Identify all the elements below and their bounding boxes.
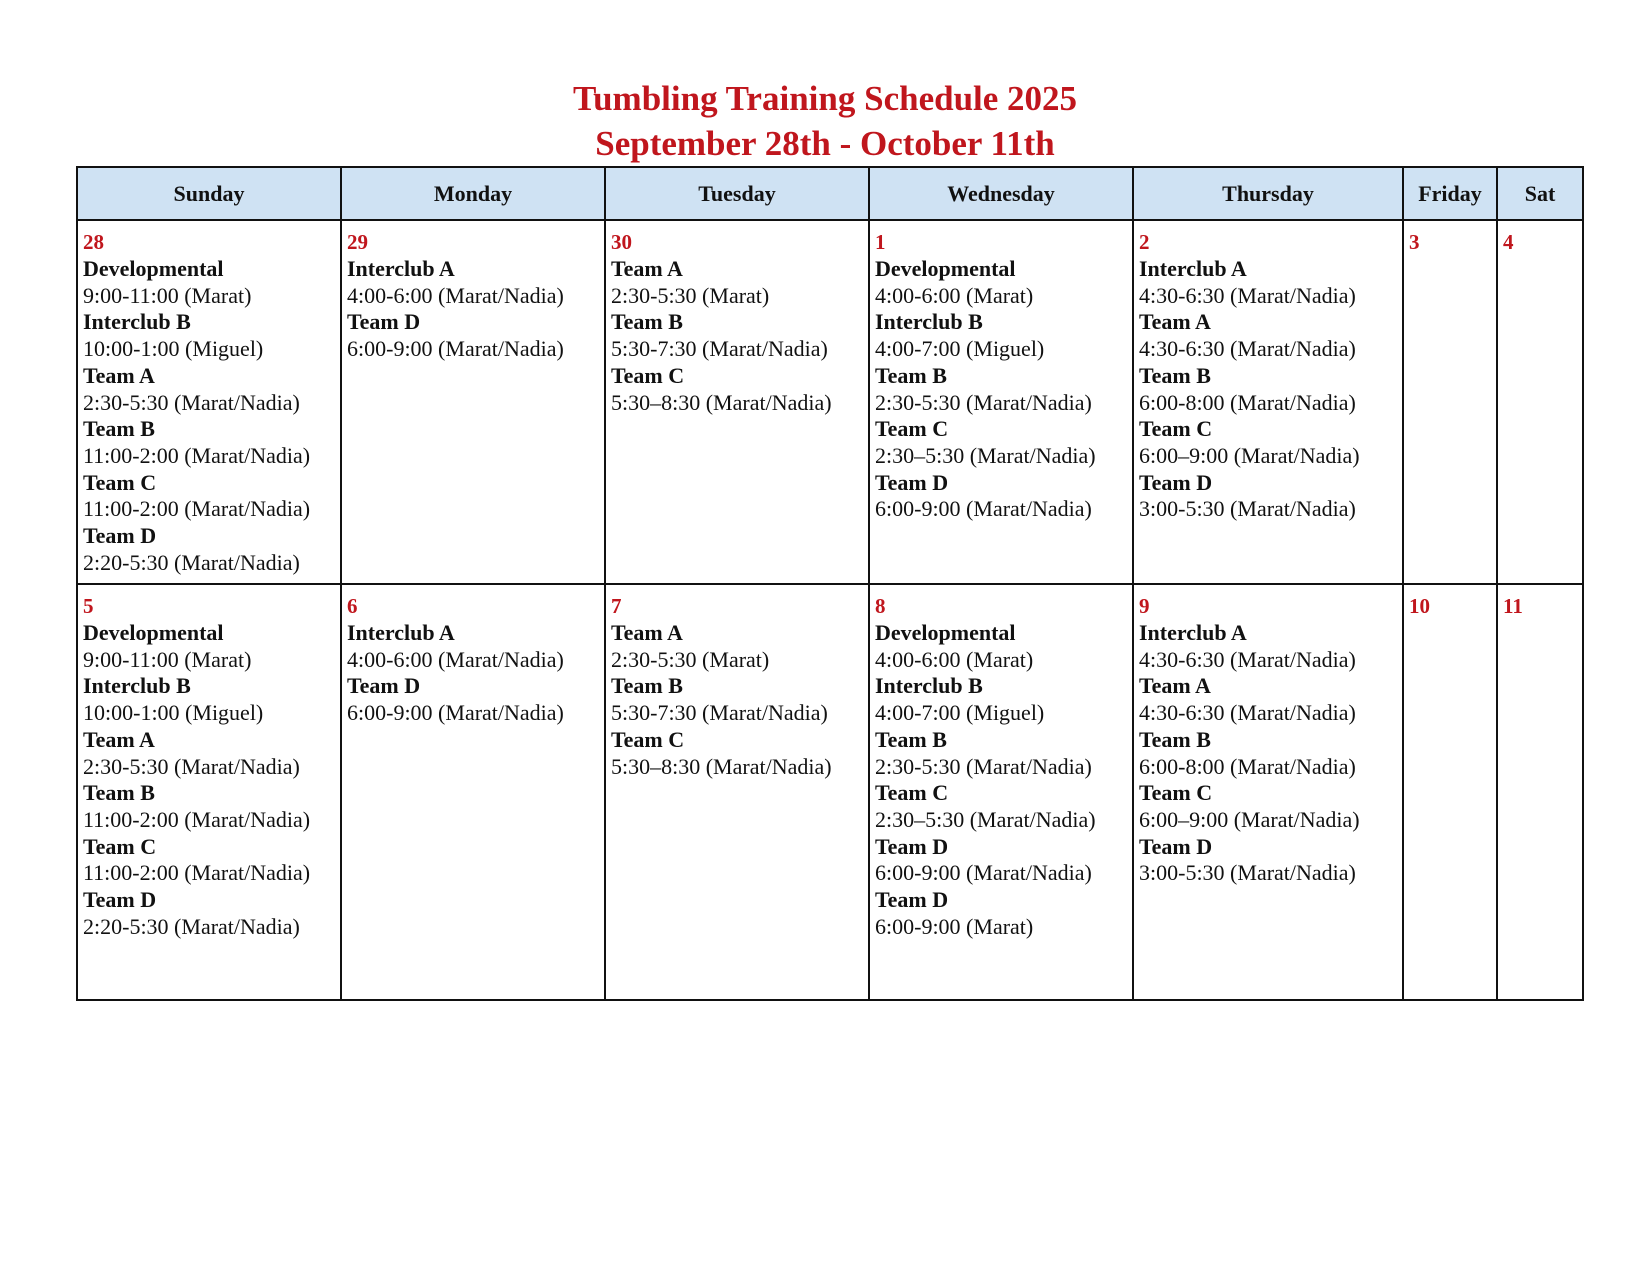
session-time: 4:00-6:00 (Marat) <box>875 646 1034 672</box>
session-group: Team A <box>611 256 683 281</box>
day-number: 11 <box>1503 594 1523 618</box>
session-group: Team D <box>1139 833 1213 859</box>
week-row <box>77 584 1583 1000</box>
day-number: 5 <box>83 594 94 618</box>
session-time: 6:00-9:00 (Marat/Nadia) <box>875 860 1092 886</box>
day-number: 3 <box>1409 230 1420 254</box>
session-group: Developmental <box>875 256 1016 281</box>
session-time: 9:00-11:00 (Marat) <box>83 282 252 308</box>
session-group: Interclub B <box>875 309 983 335</box>
weekday-header-monday: Monday <box>341 167 605 220</box>
session-group: Interclub B <box>875 673 983 699</box>
day-number: 1 <box>875 230 886 254</box>
day-cell <box>1133 220 1403 584</box>
session-group: Team C <box>1139 416 1213 442</box>
session-entry <box>875 470 1132 523</box>
session-group: Team A <box>83 726 155 752</box>
session-time: 6:00-9:00 (Marat/Nadia) <box>347 336 564 362</box>
session-entry <box>611 620 868 673</box>
session-time: 11:00-2:00 (Marat/Nadia) <box>83 496 311 522</box>
session-group: Team A <box>1139 673 1211 699</box>
day-number: 28 <box>83 230 104 254</box>
session-time: 11:00-2:00 (Marat/Nadia) <box>83 860 311 886</box>
session-time: 6:00-9:00 (Marat) <box>875 913 1034 939</box>
session-entry <box>611 309 868 362</box>
session-entry <box>1139 780 1402 833</box>
session-entry <box>1139 673 1402 726</box>
session-entry <box>1139 620 1402 673</box>
weekday-header-thursday: Thursday <box>1133 167 1403 220</box>
session-group: Interclub A <box>1139 620 1247 645</box>
day-number: 29 <box>347 230 368 254</box>
session-entry <box>611 673 868 726</box>
session-entry <box>1139 363 1402 416</box>
session-group: Developmental <box>875 620 1016 645</box>
session-entry <box>1139 470 1402 523</box>
session-group: Team B <box>875 362 947 388</box>
day-cell <box>1133 584 1403 1000</box>
week-row <box>77 220 1583 584</box>
session-time: 5:30-7:30 (Marat/Nadia) <box>611 700 828 726</box>
session-time: 10:00-1:00 (Miguel) <box>83 336 264 362</box>
session-time: 3:00-5:30 (Marat/Nadia) <box>1139 860 1356 886</box>
session-time: 2:30-5:30 (Marat/Nadia) <box>83 753 300 779</box>
session-time: 4:30-6:30 (Marat/Nadia) <box>1139 336 1356 362</box>
session-time: 6:00-9:00 (Marat/Nadia) <box>875 496 1092 522</box>
session-entry <box>83 620 340 673</box>
session-time: 11:00-2:00 (Marat/Nadia) <box>83 806 311 832</box>
session-group: Interclub A <box>1139 256 1247 281</box>
session-time: 4:00-6:00 (Marat/Nadia) <box>347 282 564 308</box>
session-group: Team B <box>1139 726 1211 752</box>
session-time: 2:30-5:30 (Marat/Nadia) <box>875 753 1092 779</box>
session-group: Team A <box>1139 309 1211 335</box>
session-group: Team D <box>875 469 949 495</box>
day-cell <box>1403 220 1497 584</box>
session-entry <box>1139 309 1402 362</box>
session-time: 4:00-7:00 (Miguel) <box>875 700 1045 726</box>
day-number: 7 <box>611 594 622 618</box>
session-time: 2:30-5:30 (Marat) <box>611 282 770 308</box>
weekday-header-friday: Friday <box>1403 167 1497 220</box>
weekday-header-saturday: Sat <box>1497 167 1583 220</box>
session-entry <box>875 834 1132 887</box>
session-time: 2:30-5:30 (Marat/Nadia) <box>83 389 300 415</box>
day-number: 9 <box>1139 594 1150 618</box>
weekday-header-tuesday: Tuesday <box>605 167 869 220</box>
session-entry <box>83 416 340 469</box>
session-entry <box>875 309 1132 362</box>
session-entry <box>875 620 1132 673</box>
day-cell <box>1403 584 1497 1000</box>
schedule-title: Tumbling Training Schedule 2025 <box>572 79 1078 118</box>
session-entry <box>83 887 340 940</box>
session-entry <box>347 256 604 309</box>
session-group: Team C <box>83 833 157 859</box>
session-entry <box>83 523 340 576</box>
session-time: 5:30–8:30 (Marat/Nadia) <box>611 389 832 415</box>
session-group: Interclub A <box>347 620 455 645</box>
session-group: Team D <box>83 887 157 913</box>
session-entry <box>875 256 1132 309</box>
session-group: Team B <box>83 780 155 806</box>
day-number: 30 <box>611 230 632 254</box>
session-entry <box>1139 727 1402 780</box>
session-time: 4:30-6:30 (Marat/Nadia) <box>1139 700 1356 726</box>
session-group: Team C <box>1139 780 1213 806</box>
session-group: Team D <box>1139 469 1213 495</box>
session-entry <box>83 470 340 523</box>
session-time: 2:30-5:30 (Marat) <box>611 646 770 672</box>
session-entry <box>83 780 340 833</box>
day-cell <box>605 584 869 1000</box>
session-entry <box>1139 256 1402 309</box>
day-cell <box>605 220 869 584</box>
session-time: 4:00-6:00 (Marat) <box>875 282 1034 308</box>
day-cell <box>1497 220 1583 584</box>
session-time: 2:30-5:30 (Marat/Nadia) <box>875 389 1092 415</box>
day-number: 4 <box>1503 230 1514 254</box>
session-group: Team D <box>347 673 421 699</box>
session-group: Team C <box>611 362 685 388</box>
session-entry <box>1139 834 1402 887</box>
day-cell <box>1497 584 1583 1000</box>
session-entry <box>83 309 340 362</box>
session-time: 6:00–9:00 (Marat/Nadia) <box>1139 806 1360 832</box>
session-entry <box>1139 416 1402 469</box>
day-cell <box>77 584 341 1000</box>
session-entry <box>83 673 340 726</box>
session-group: Team B <box>611 673 683 699</box>
day-cell <box>341 220 605 584</box>
session-entry <box>347 673 604 726</box>
session-entry <box>611 727 868 780</box>
session-time: 6:00-8:00 (Marat/Nadia) <box>1139 389 1356 415</box>
day-cell <box>341 584 605 1000</box>
session-entry <box>875 887 1132 940</box>
session-group: Developmental <box>83 620 224 645</box>
session-group: Team D <box>875 887 949 913</box>
session-time: 9:00-11:00 (Marat) <box>83 646 252 672</box>
session-time: 6:00-8:00 (Marat/Nadia) <box>1139 753 1356 779</box>
session-entry <box>875 416 1132 469</box>
session-time: 10:00-1:00 (Miguel) <box>83 700 264 726</box>
session-group: Team C <box>875 780 949 806</box>
session-group: Developmental <box>83 256 224 281</box>
day-number: 8 <box>875 594 886 618</box>
session-group: Team D <box>347 309 421 335</box>
session-time: 3:00-5:30 (Marat/Nadia) <box>1139 496 1356 522</box>
session-entry <box>611 256 868 309</box>
session-entry <box>347 309 604 362</box>
session-group: Team A <box>83 362 155 388</box>
session-entry <box>875 673 1132 726</box>
session-group: Interclub B <box>83 309 191 335</box>
session-group: Team A <box>611 620 683 645</box>
schedule-date-range: September 28th - October 11th <box>595 124 1055 163</box>
session-group: Team B <box>611 309 683 335</box>
weekday-header-sunday: Sunday <box>77 167 341 220</box>
session-group: Interclub B <box>83 673 191 699</box>
day-cell <box>77 220 341 584</box>
session-time: 5:30-7:30 (Marat/Nadia) <box>611 336 828 362</box>
session-entry <box>83 363 340 416</box>
session-group: Team C <box>611 726 685 752</box>
session-time: 5:30–8:30 (Marat/Nadia) <box>611 753 832 779</box>
day-number: 2 <box>1139 230 1150 254</box>
day-number: 6 <box>347 594 358 618</box>
session-time: 2:20-5:30 (Marat/Nadia) <box>83 913 300 939</box>
day-number: 10 <box>1409 594 1430 618</box>
session-time: 4:30-6:30 (Marat/Nadia) <box>1139 646 1356 672</box>
schedule-calendar <box>76 166 1584 1001</box>
session-time: 4:00-6:00 (Marat/Nadia) <box>347 646 564 672</box>
session-entry <box>83 727 340 780</box>
session-group: Team C <box>875 416 949 442</box>
session-group: Team B <box>1139 362 1211 388</box>
session-group: Team B <box>875 726 947 752</box>
session-time: 2:30–5:30 (Marat/Nadia) <box>875 442 1096 468</box>
session-group: Interclub A <box>347 256 455 281</box>
session-time: 4:30-6:30 (Marat/Nadia) <box>1139 282 1356 308</box>
session-entry <box>347 620 604 673</box>
weekday-header-wednesday: Wednesday <box>869 167 1133 220</box>
session-entry <box>875 780 1132 833</box>
session-time: 4:00-7:00 (Miguel) <box>875 336 1045 362</box>
session-entry <box>83 256 340 309</box>
session-entry <box>83 834 340 887</box>
session-group: Team C <box>83 469 157 495</box>
day-cell <box>869 220 1133 584</box>
day-cell <box>869 584 1133 1000</box>
session-entry <box>875 727 1132 780</box>
session-group: Team D <box>83 523 157 549</box>
session-time: 6:00–9:00 (Marat/Nadia) <box>1139 442 1360 468</box>
session-group: Team B <box>83 416 155 442</box>
session-time: 11:00-2:00 (Marat/Nadia) <box>83 442 311 468</box>
session-time: 2:20-5:30 (Marat/Nadia) <box>83 549 300 575</box>
session-group: Team D <box>875 833 949 859</box>
session-time: 6:00-9:00 (Marat/Nadia) <box>347 700 564 726</box>
session-time: 2:30–5:30 (Marat/Nadia) <box>875 806 1096 832</box>
weekday-header-row <box>77 167 1583 220</box>
session-entry <box>875 363 1132 416</box>
session-entry <box>611 363 868 416</box>
